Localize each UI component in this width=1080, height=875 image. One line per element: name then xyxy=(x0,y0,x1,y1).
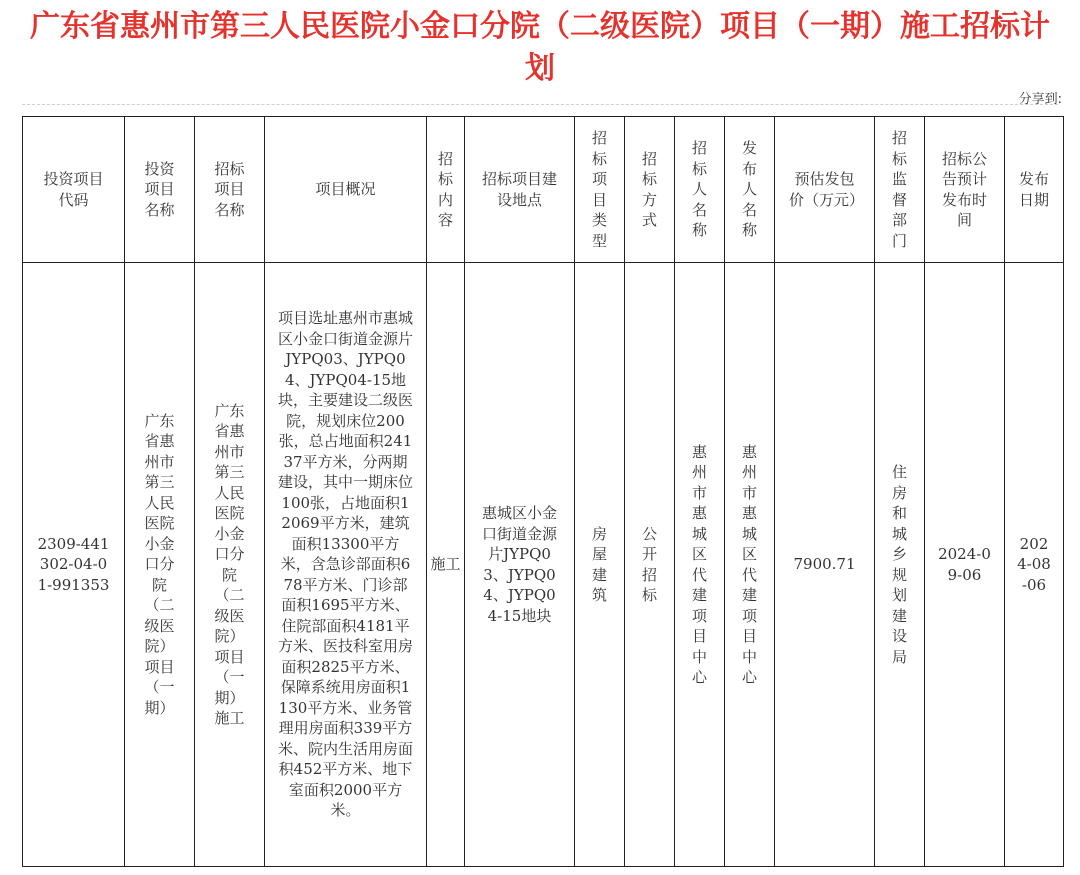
header-tenderer-name: 招标人名称 xyxy=(675,117,725,263)
table-header-row xyxy=(23,117,1064,263)
header-publisher-name: 发布人名称 xyxy=(725,117,775,263)
header-construction-site: 招标项目建设地点 xyxy=(465,117,575,263)
header-project-code: 投资项目代码 xyxy=(23,117,125,263)
cell-notice-time: 2024-09-06 xyxy=(925,263,1005,867)
header-supervisory-dept: 招标监督部门 xyxy=(875,117,925,263)
share-label[interactable]: 分享到: xyxy=(1018,92,1062,107)
bid-plan-table xyxy=(22,116,1064,867)
cell-construction-site: 惠城区小金口街道金源片JYPQ03、JYPQ04、JYPQ04-15地块 xyxy=(465,263,575,867)
cell-bid-project-name: 广东省惠州市第三人民医院小金口分院（二级医院）项目（一期）施工 xyxy=(195,263,265,867)
cell-publisher-name: 惠州市惠城区代建项目中心 xyxy=(725,263,775,867)
title-divider xyxy=(22,104,1058,105)
header-project-type: 招标项目类型 xyxy=(575,117,625,263)
cell-estimated-price: 7900.71 xyxy=(775,263,875,867)
header-bid-method: 招标方式 xyxy=(625,117,675,263)
header-bid-project-name: 招标项目名称 xyxy=(195,117,265,263)
table-row xyxy=(23,263,1064,867)
cell-publish-date: 2024-08-06 xyxy=(1005,263,1064,867)
cell-project-name: 广东省惠州市第三人民医院小金口分院（二级医院）项目（一期） xyxy=(125,263,195,867)
header-estimated-price: 预估发包价（万元） xyxy=(775,117,875,263)
cell-tenderer-name: 惠州市惠城区代建项目中心 xyxy=(675,263,725,867)
header-project-name: 投资项目名称 xyxy=(125,117,195,263)
header-project-overview: 项目概况 xyxy=(265,117,427,263)
cell-supervisory-dept: 住房和城乡规划建设局 xyxy=(875,263,925,867)
header-notice-time: 招标公告预计发布时间 xyxy=(925,117,1005,263)
page-title: 广东省惠州市第三人民医院小金口分院（二级医院）项目（一期）施工招标计划 xyxy=(30,9,1050,86)
cell-project-type: 房屋建筑 xyxy=(575,263,625,867)
cell-project-overview: 项目选址惠州市惠城区小金口街道金源片JYPQ03、JYPQ04、JYPQ04-15地块，主要建设二级医院，规划床位200张，总占地面积24137平方米，分两期建设，其中一期床位100张，占地面积12069平方米，建筑面积13300平方米，含急诊部面积678平方米、门诊部面积1695平方米、住院部面积4181平方米、医技科室用房面积2825平方米、保障系统用房面积1130平方米、业务管理用房面积339平方米、院内生活用房面积452平方米、地下室面积2000平方米。 xyxy=(265,263,427,867)
cell-bid-content: 施工 xyxy=(427,263,465,867)
header-bid-content: 招标内容 xyxy=(427,117,465,263)
header-publish-date: 发布日期 xyxy=(1005,117,1064,263)
cell-bid-method: 公开招标 xyxy=(625,263,675,867)
cell-project-code: 2309-441302-04-01-991353 xyxy=(23,263,125,867)
